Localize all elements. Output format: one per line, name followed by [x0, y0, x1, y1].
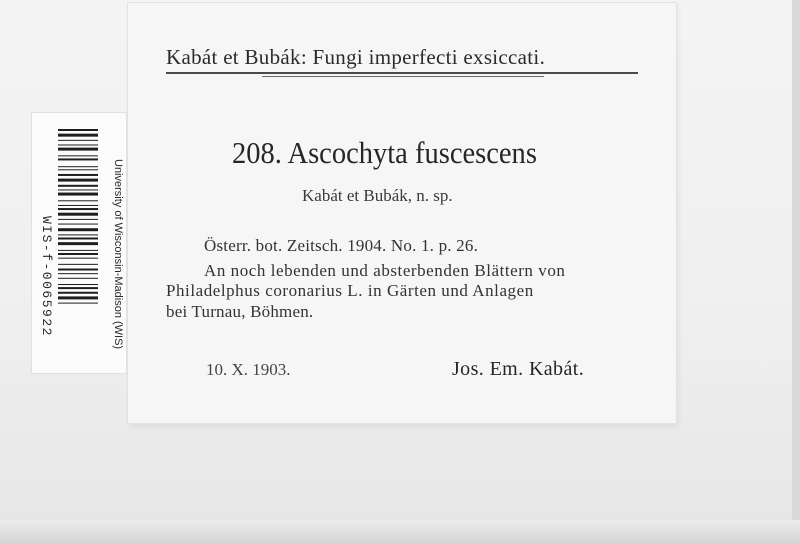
barcode-bar: [58, 284, 98, 285]
barcode-bar: [58, 258, 98, 259]
barcode-bar: [58, 169, 98, 170]
habitat-line: Philadelphus coronarius L. in Gärten und Anlagen: [166, 281, 534, 300]
sheet-edge-right: [792, 0, 800, 544]
title-rule-bottom: [262, 76, 544, 77]
barcode-bar: [58, 269, 98, 271]
collector-name: Jos. Em. Kabát.: [452, 358, 585, 380]
barcode-bar: [58, 273, 98, 274]
barcode-bar: [58, 250, 98, 251]
species-name: 208. Ascochyta fuscescens: [232, 135, 537, 170]
barcode-bar: [58, 179, 98, 182]
barcode-bar: [58, 242, 98, 245]
barcode-bar: [58, 140, 98, 141]
barcode-bar: [58, 189, 98, 190]
barcode-bar: [58, 208, 98, 210]
species-authors: Kabát et Bubák, n. sp.: [302, 186, 453, 205]
barcode-bar: [58, 185, 98, 187]
barcode-id: WIS-f-0065922: [39, 215, 54, 337]
barcode-bar: [58, 213, 98, 216]
barcode-bar: [58, 264, 98, 265]
barcode-bar: [58, 219, 98, 220]
barcode-bar: [58, 278, 98, 279]
barcode-bar: [58, 158, 98, 160]
barcode-bar: [58, 287, 98, 289]
barcode-institution: University of Wisconsin-Madison (WIS): [112, 158, 124, 350]
series-title: Kabát et Bubák: Fungi imperfecti exsiccati.: [166, 45, 546, 69]
locality-line: bei Turnau, Böhmen.: [166, 302, 314, 321]
barcode-bar: [58, 234, 98, 235]
barcode-bar: [58, 129, 98, 131]
barcode-label: [32, 113, 126, 373]
barcode-bar: [58, 166, 98, 167]
barcode-bar: [58, 155, 98, 156]
habitat-line: An noch lebenden und absterbenden Blättern von: [204, 261, 566, 280]
barcode-bar: [58, 134, 98, 137]
specimen-label: [128, 3, 676, 423]
barcode-bar: [58, 292, 98, 294]
title-rule-top: [166, 72, 638, 74]
barcode-bar: [58, 238, 98, 240]
citation-line: Österr. bot. Zeitsch. 1904. No. 1. p. 26.: [204, 236, 479, 255]
barcode-bar: [58, 296, 98, 299]
barcode-bar: [58, 228, 98, 231]
barcode-bar: [58, 224, 98, 225]
barcode-bar: [58, 303, 98, 304]
collection-date: 10. X. 1903.: [206, 360, 291, 379]
barcode-bar: [58, 205, 98, 206]
barcode-bar: [58, 253, 98, 255]
barcode-bar: [58, 148, 98, 151]
barcode-bar: [58, 145, 98, 146]
barcode-bar: [58, 200, 98, 201]
barcode-bars: [58, 129, 98, 361]
barcode-bar: [58, 174, 98, 176]
sheet-edge-bottom: [0, 520, 800, 544]
barcode-bar: [58, 193, 98, 196]
